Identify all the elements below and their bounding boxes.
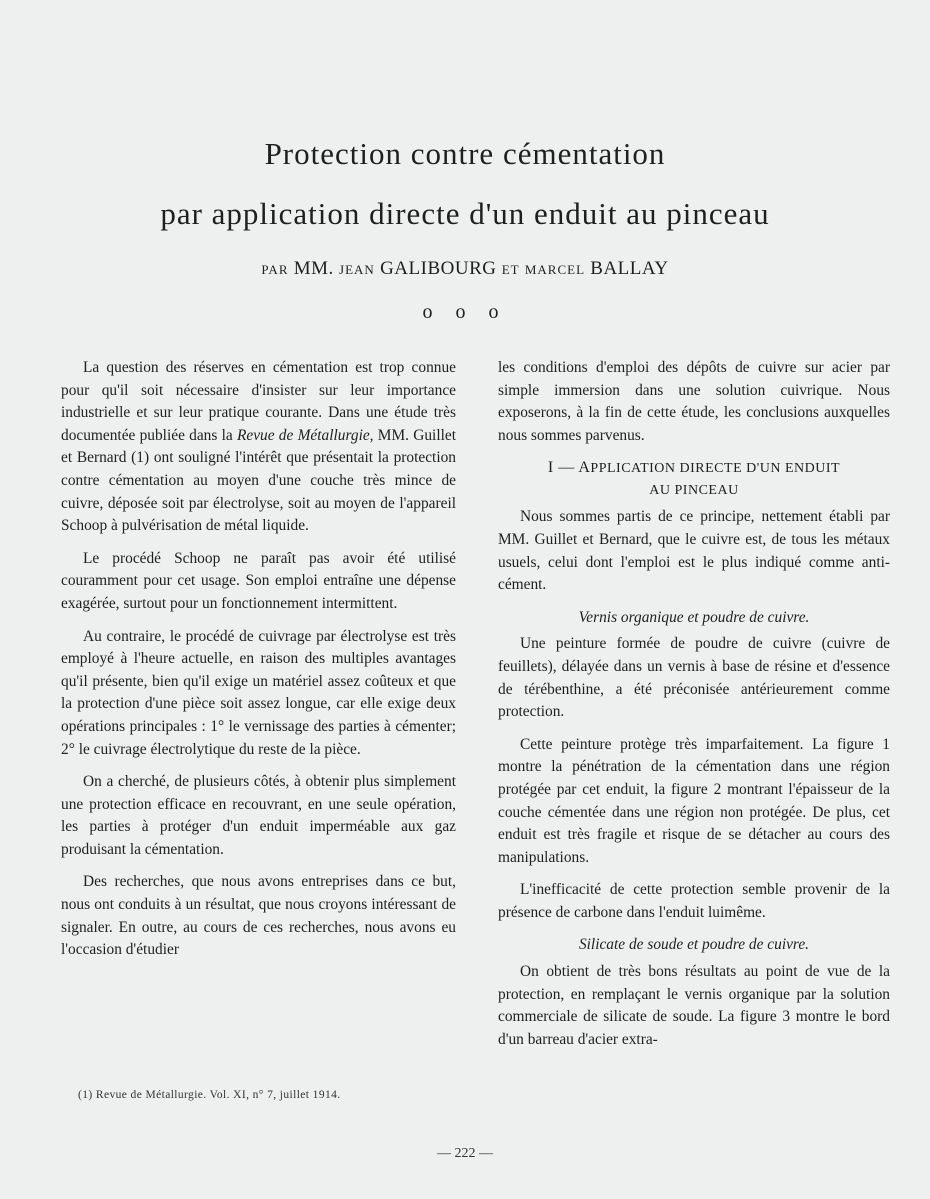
paragraph-9: L'inefficacité de cette protection semble provenir de la présence de carbone dans l'enduit luimême. bbox=[498, 881, 890, 921]
byline-et: ET bbox=[501, 262, 520, 277]
page-number: — 222 — bbox=[437, 1146, 493, 1161]
byline-par: PAR bbox=[261, 262, 289, 277]
author1-first-name: JEAN bbox=[339, 262, 375, 277]
paragraph-1-text-a: La question des réserves en cémentation est trop connue pour qu'il soit nécessaire d'insister sur leur importance industrielle et sur leur pratique courante. Dans une étude très documentée publiée dans la bbox=[61, 359, 456, 444]
byline bbox=[0, 258, 930, 280]
section-heading-line-1b: PPLICATION DIRECTE D'UN ENDUIT bbox=[590, 461, 841, 477]
paragraph-2: Le procédé Schoop ne paraît pas avoir été utilisé couramment pour cet usage. Son emploi entraîne une dépense exagérée, surtout pour un fonctionnement intermittent. bbox=[61, 549, 456, 612]
left-column bbox=[61, 357, 456, 972]
paragraph-7: Une peinture formée de poudre de cuivre (cuivre de feuillets), délayée dans un vernis à base de résine et d'essence de térébenthine, a été préconisée antérieurement comme protection. bbox=[498, 635, 890, 721]
footnote: (1) Revue de Métallurgie. Vol. XI, n° 7, juillet 1914. bbox=[78, 1089, 341, 1101]
paragraph-continued: les conditions d'emploi des dépôts de cuivre sur acier par simple immersion dans une solution cuivrique. Nous exposerons, à la fin de cette étude, les conclusions auxquelles nous sommes parvenus. bbox=[498, 359, 890, 444]
author2-last-name: BALLAY bbox=[590, 258, 669, 279]
right-column bbox=[498, 357, 890, 1061]
title-line-1: Protection contre cémentation bbox=[264, 136, 666, 171]
author1-last-name: GALIBOURG bbox=[380, 258, 497, 279]
subheading-silicate: Silicate de soude et poudre de cuivre. bbox=[578, 936, 810, 954]
paragraph-1 bbox=[61, 357, 456, 538]
paragraph-5: Des recherches, que nous avons entreprises dans ce but, nous ont conduits à un résultat, que nous croyons intéressant de signaler. En outre, au cours de ces recherches, nous avons eu l'occasion d'étudier bbox=[61, 873, 456, 959]
ornament-divider: o o o bbox=[422, 301, 508, 323]
paragraph-10: On obtient de très bons résultats au point de vue de la protection, en remplaçant le vernis organique par la solution commerciale de silicate de soude. La figure 3 montre le bord d'un barreau d'acier extra- bbox=[498, 963, 890, 1048]
author2-first-name: MARCEL bbox=[524, 262, 586, 277]
paragraph-3: Au contraire, le procédé de cuivrage par électrolyse est très employé à l'heure actuelle, en raison des multiples avantages qu'il présente, bien qu'il exige un matériel assez coûteux et que la protection d'une pièce soit assez longue, car elle exige deux opérations principales : 1° le vernissage des parties à cémenter; 2° le cuivrage électrolytique du reste de la pièce. bbox=[61, 627, 456, 758]
journal-name: Revue de Métallurgie, bbox=[236, 426, 374, 444]
section-heading-line-2: AU PINCEAU bbox=[649, 483, 739, 499]
section-heading-line-1a: I — A bbox=[547, 459, 591, 477]
subheading-vernis: Vernis organique et poudre de cuivre. bbox=[578, 608, 810, 626]
paragraph-8: Cette peinture protège très imparfaitement. La figure 1 montre la pénétration de la cémentation dans une région protégée par cet enduit, la figure 2 montrant l'épaisseur de la couche cémentée dans une région non protégée. De plus, cet enduit est très fragile et risque de se détacher au cours des manipulations. bbox=[498, 735, 890, 866]
paragraph-6: Nous sommes partis de ce principe, nettement établi par MM. Guillet et Bernard, que le cuivre est, de tous les métaux usuels, celui dont l'emploi est le plus indiqué comme anti-cément. bbox=[498, 508, 890, 594]
paragraph-4: On a cherché, de plusieurs côtés, à obtenir plus simplement une protection efficace en recouvrant, en une seule opération, les parties à protéger d'un enduit imperméable aux gaz produisant la cémentation. bbox=[61, 773, 456, 858]
byline-mm: MM. bbox=[293, 258, 334, 279]
section-heading bbox=[498, 457, 890, 502]
paragraph-1-text-b: MM. Guillet et Bernard (1) ont souligné l'intérêt que présentait la protection contre cémentation au moyen d'une couche très mince de cuivre, déposée soit par électrolyse, soit au moyen de l'appareil Schoop à pulvérisation de métal liquide. bbox=[61, 426, 456, 535]
title-line-2: par application directe d'un enduit au pinceau bbox=[160, 196, 770, 231]
